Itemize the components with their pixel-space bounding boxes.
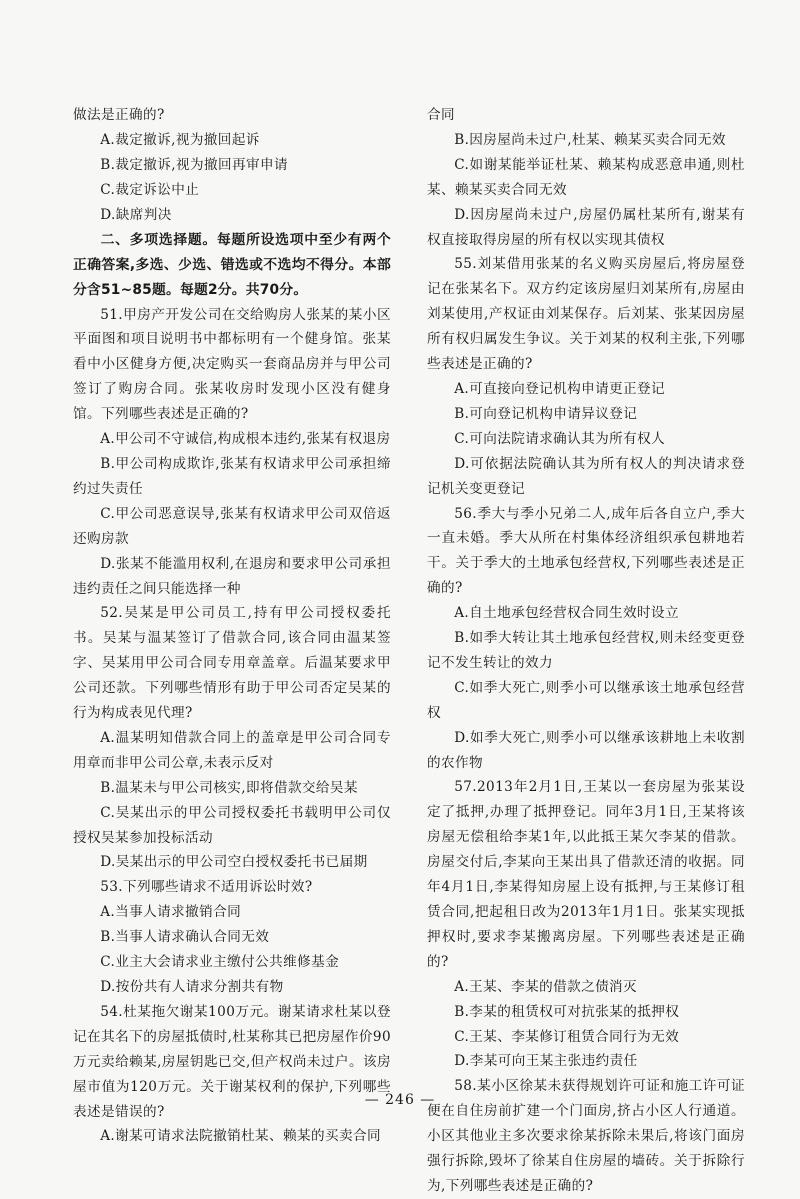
answer-option: A.温某明知借款合同上的盖章是甲公司合同专用章而非甲公司公章,未表示反对 [73,729,391,771]
answer-option: C.裁定诉讼中止 [100,181,200,198]
answer-option: B.李某的租赁权可对抗张某的抵押权 [454,1003,680,1020]
question-stem: 58.某小区徐某未获得规划许可证和施工许可证便在自住房前扩建一个门面房,挤占小区人行通道。小区其他业主多次要求徐某拆除未果后,将该门面房强行拆除,毁坏了徐某自住房屋的墙砖。关于拆除行为,下列哪些表述是正确的? [427,1078,745,1194]
answer-option: A.可直接向登记机构申请更正登记 [454,380,666,397]
answer-option: B.温某未与甲公司核实,即将借款交给吴某 [100,779,358,796]
answer-option: A.自土地承包经营权合同生效时设立 [454,605,680,622]
answer-option: C.可向法院请求确认其为所有权人 [454,430,666,447]
answer-option: B.当事人请求确认合同无效 [100,929,270,946]
answer-option: A.王某、李某的借款之债消灭 [454,978,638,995]
answer-option: C.王某、李某修订租赁合同行为无效 [454,1028,680,1045]
answer-option: B.可向登记机构申请异议登记 [454,405,638,422]
question-stem: 52.吴某是甲公司员工,持有甲公司授权委托书。吴某与温某签订了借款合同,该合同由温某签字、吴某用甲公司合同专用章盖章。后温某要求甲公司还款。下列哪些情形有助于甲公司否定吴某的行为构成表见代理? [73,605,391,722]
answer-option: C.业主大会请求业主缴付公共维修基金 [100,954,340,971]
answer-option: B.如季大转让其土地承包经营权,则未经变更登记不发生转让的效力 [427,630,745,671]
answer-option: A.当事人请求撤销合同 [100,904,242,921]
answer-option: C.吴某出示的甲公司授权委托书载明甲公司仅授权吴某参加投标活动 [73,804,391,846]
answer-option: A.甲公司不守诚信,构成根本违约,张某有权退房 [100,431,391,448]
answer-option: D.如季大死亡,则季小可以继承该耕地上未收割的农作物 [427,729,745,771]
answer-option: D.因房屋尚未过户,房屋仍属杜某所有,谢某有权直接取得房屋的所有权以实现其债权 [427,206,745,248]
question-stem: 53.下列哪些请求不适用诉讼时效? [100,879,313,896]
answer-option: A.谢某可请求法院撤销杜某、赖某的买卖合同 [100,1128,382,1145]
question-stem: 56.季大与季小兄弟二人,成年后各自立户,季大一直未婚。季大从所在村集体经济组织承包耕地若干。关于季大的土地承包经营权,下列哪些表述是正确的? [427,505,745,597]
answer-option: D.可依据法院确认其为所有权人的判决请求登记机关变更登记 [427,455,745,497]
answer-option: D.李某可向王某主张违约责任 [454,1053,638,1070]
question-stem: 51.甲房产开发公司在交给购房人张某的某小区平面图和项目说明书中都标明有一个健身馆。张某看中小区健身方便,决定购买一套商品房并与甲公司签订了购房合同。张某收房时发现小区没有健身馆。下列哪些表述是正确的? [73,306,391,423]
answer-option: D.缺席判决 [100,206,172,223]
answer-option: C.甲公司恶意误导,张某有权请求甲公司双倍返还购房款 [73,505,391,547]
page-number: — 246 — [364,1092,436,1108]
answer-option: B.因房屋尚未过户,杜某、赖某买卖合同无效 [454,131,726,148]
question-stem: 55.刘某借用张某的名义购买房屋后,将房屋登记在张某名下。双方约定该房屋归刘某所有,房屋由刘某使用,产权证由刘某保存。后刘某、张某因房屋所有权归属发生争议。关于刘某的权利主张,下列哪些表述是正确的? [427,256,745,373]
answer-option: A.裁定撤诉,视为撤回起诉 [100,131,260,148]
answer-option: D.张某不能滥用权利,在退房和要求甲公司承担违约责任之间只能选择一种 [73,555,391,597]
left-column [73,103,391,1149]
question-stem: 57.2013年2月1日,王某以一套房屋为张某设定了抵押,办理了抵押登记。同年3月1日,王某将该房屋无偿租给李某1年,以此抵王某欠李某的借款。房屋交付后,李某向王某出具了借款还清的收据。同年4月1日,李某得知房屋上设有抵押,与王某修订租赁合同,把起租日改为2013年1月1日。张某实现抵押权时,要求李某搬离房屋。下列哪些表述是正确的? [427,779,745,970]
right-column [427,103,745,1199]
continued-text: 合同 [427,107,455,123]
answer-option: B.甲公司构成欺诈,张某有权请求甲公司承担缔约过失责任 [73,455,391,497]
answer-option: C.如谢某能举证杜某、赖某构成恶意串通,则杜某、赖某买卖合同无效 [427,156,745,198]
question-stem: 54.杜某拖欠谢某100万元。谢某请求杜某以登记在其名下的房屋抵债时,杜某称其已把房屋作价90万元卖给赖某,房屋钥匙已交,但产权尚未过户。该房屋市值为120万元。关于谢某权利的保护,下列哪些表述是错误的? [73,1003,391,1120]
answer-option: D.按份共有人请求分割共有物 [100,979,284,995]
answer-option: C.如季大死亡,则季小可以继承该土地承包经营权 [427,679,745,721]
section-heading: 二、多项选择题。每题所设选项中至少有两个正确答案,多选、少选、错选或不选均不得分。本部分含51~85题。每题2分。共70分。 [73,231,391,298]
continued-text: 做法是正确的? [73,107,165,123]
answer-option: B.裁定撤诉,视为撤回再审申请 [100,156,288,173]
answer-option: D.吴某出示的甲公司空白授权委托书已届期 [100,854,368,871]
